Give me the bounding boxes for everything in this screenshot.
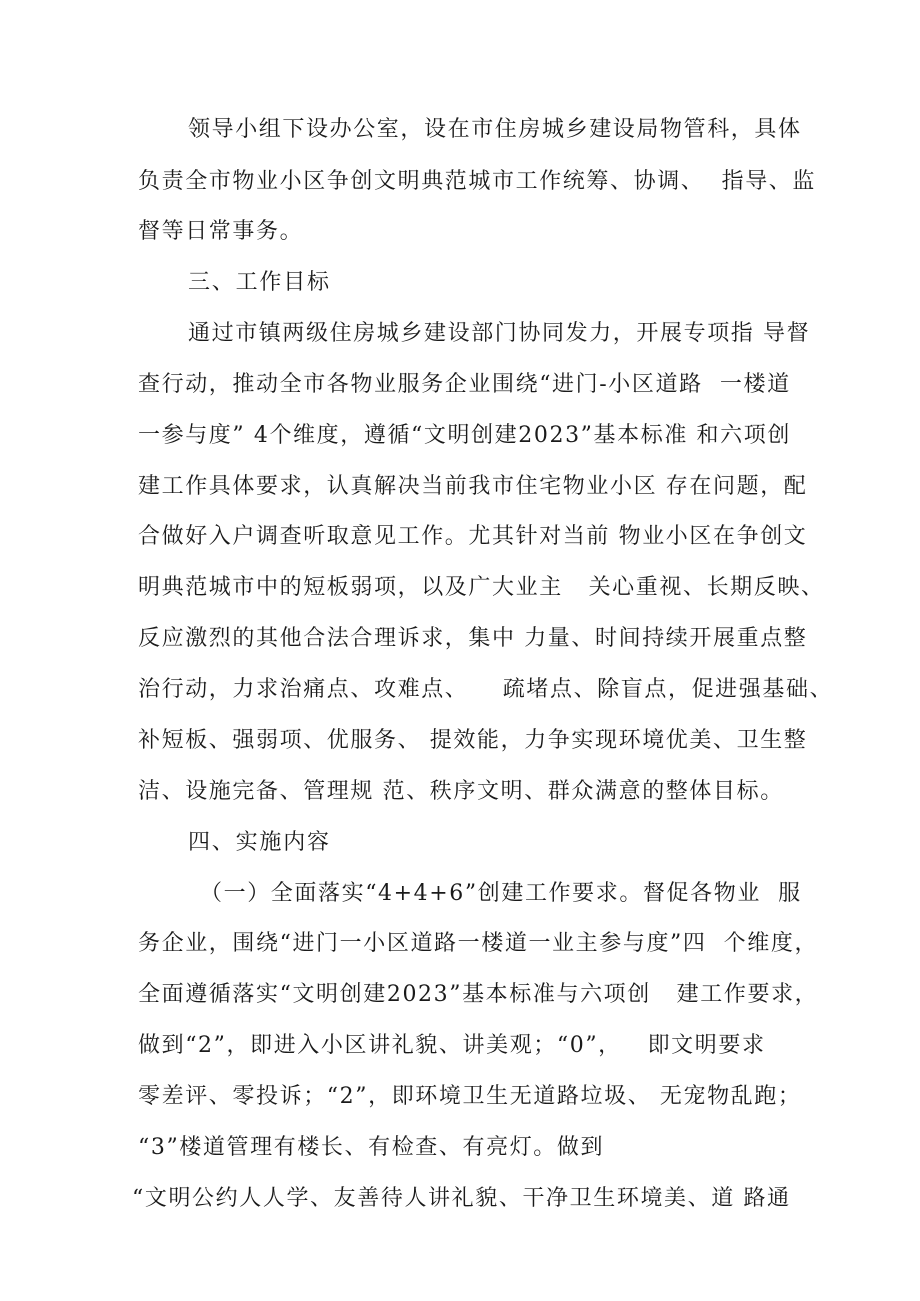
paragraph-line: （一）全面落实“4+4+6”创建工作要求。督促各物业 服 [200, 881, 802, 906]
paragraph-line: 洁、设施完备、管理规 范、秩序文明、群众满意的整体目标。 [138, 779, 784, 804]
paragraph-line: “文明公约人人学、友善待人讲礼貌、干净卫生环境美、道 路通 [132, 1186, 791, 1211]
section-heading-goals: 三、工作目标 [188, 270, 331, 295]
paragraph-line: 明典范城市中的短板弱项，以及广大业主 关心重视、长期反映、 [138, 575, 825, 600]
paragraph-line: 一参与度” 4个维度，遵循“文明创建2023”基本标准 和六项创 [138, 423, 791, 448]
paragraph-line: 合做好入户调查听取意见工作。尤其针对当前 物业小区在争创文 [138, 524, 808, 549]
paragraph-line: 做到“2”，即进入小区讲礼貌、讲美观；“0”， 即文明要求 [138, 1033, 766, 1058]
paragraph-line: 治行动，力求治痛点、攻难点、 疏堵点、除盲点，促进强基础、 [138, 677, 834, 702]
paragraph-line: 督等日常事务。 [138, 219, 304, 244]
section-heading-content: 四、实施内容 [188, 830, 331, 855]
paragraph-line: 零差评、零投诉；“2”，即环境卫生无道路垃圾、 无宠物乱跑； [138, 1084, 802, 1109]
paragraph-line: 务企业，围绕“进门一小区道路一楼道一业主参与度”四 个维度， [138, 931, 819, 956]
paragraph-line: 反应激烈的其他合法合理诉求，集中 力量、时间持续开展重点整 [138, 626, 808, 651]
paragraph-line: 通过市镇两级住房城乡建设部门协同发力，开展专项指 导督 [188, 321, 811, 346]
paragraph-line: “3”楼道管理有楼长、有检查、有亮灯。做到 [138, 1135, 605, 1160]
paragraph-line: 全面遵循落实“文明创建2023”基本标准与六项创 建工作要求， [138, 982, 819, 1007]
paragraph-line: 领导小组下设办公室，设在市住房城乡建设局物管科，具体 [188, 117, 802, 142]
paragraph-line: 补短板、强弱项、优服务、 提效能，力争实现环境优美、卫生整 [138, 728, 808, 753]
paragraph-line: 建工作具体要求，认真解决当前我市住宅物业小区 存在问题，配 [138, 474, 808, 499]
paragraph-line: 负责全市物业小区争创文明典范城市工作统筹、协调、 指导、监 [138, 169, 816, 194]
paragraph-line: 查行动，推动全市各物业服务企业围绕“进门-小区道路 一楼道 [138, 372, 791, 397]
